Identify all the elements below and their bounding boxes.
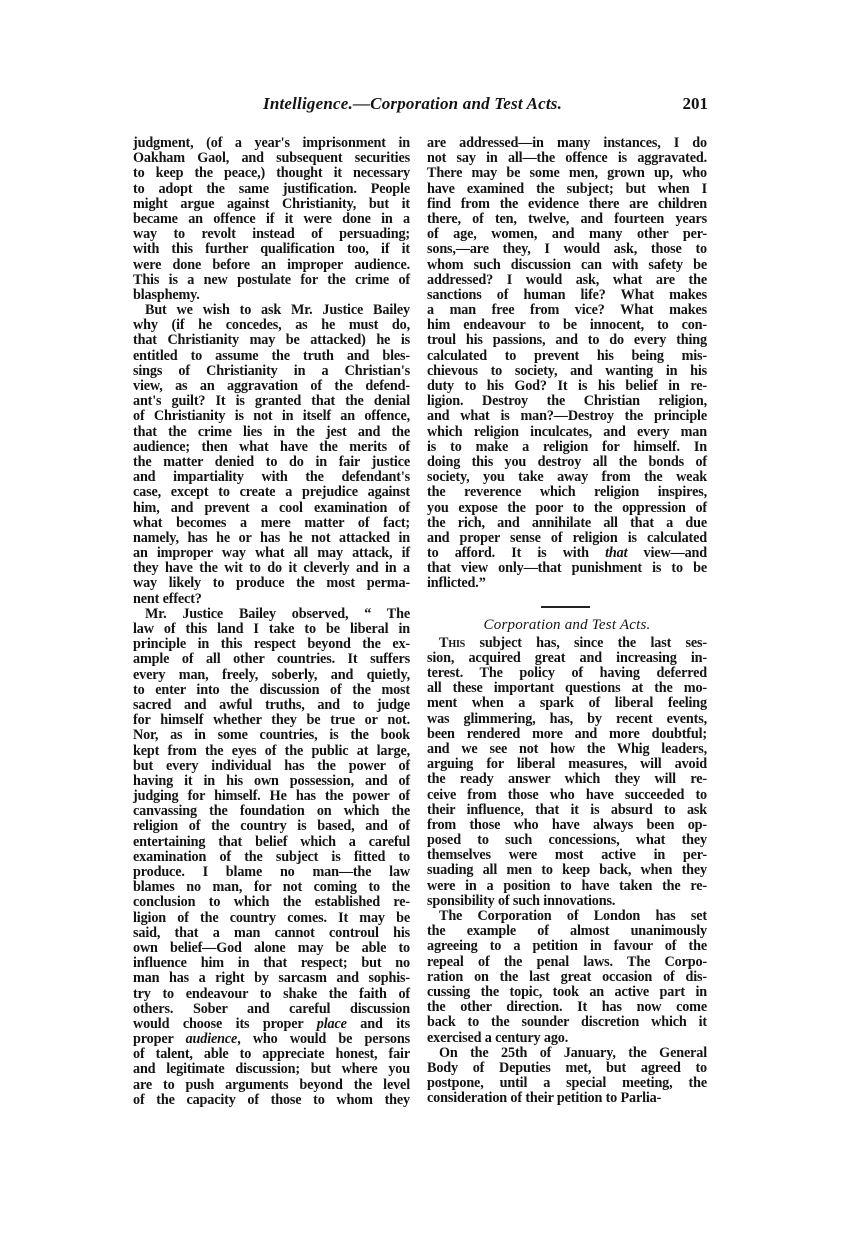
text-line: the matter denied to do in fair justice xyxy=(133,453,410,470)
text-line: that Christianity may be attacked) he is xyxy=(133,332,410,349)
right-column xyxy=(427,136,707,1106)
text-line: the reverence which religion inspires, xyxy=(427,484,707,501)
text-line: back to the sounder discretion which it xyxy=(427,1014,707,1031)
text-line: canvassing the foundation on which the xyxy=(133,803,410,820)
text-line: but every individual has the power of xyxy=(133,757,410,774)
text-line: way likely to produce the most perma- xyxy=(133,575,410,592)
text-line: you expose the poor to the oppression of xyxy=(427,499,707,516)
text-line: and what is man?—Destroy the principle xyxy=(427,408,707,425)
text-line: This is a new postulate for the crime of xyxy=(133,271,410,288)
text-line: duty to his God? It is his belief in re- xyxy=(427,378,707,394)
text-line: audience; then what have the merits of xyxy=(133,438,410,455)
text-line: Body of Deputies met, but agreed to xyxy=(427,1059,707,1076)
text-line: inflicted.” xyxy=(427,575,486,592)
divider-rule xyxy=(541,606,590,608)
text-line: are to push arguments beyond the level xyxy=(133,1076,410,1093)
text-line: nent effect? xyxy=(133,590,202,607)
text-line: exercised a century ago. xyxy=(427,1029,569,1046)
text-line: sanctions of human life? What makes xyxy=(427,286,707,303)
text-line: why (if he concedes, as he must do, xyxy=(133,317,410,334)
text-line: were in a position to have taken the re- xyxy=(427,877,707,894)
emphasis: place xyxy=(316,1015,347,1032)
text-line: their influence, that it is absurd to ask xyxy=(427,801,707,818)
text-line: judgment, (of a year's imprisonment in xyxy=(133,135,410,151)
emphasis: that xyxy=(605,545,628,562)
running-head xyxy=(133,94,708,116)
text-line: which religion inculcates, and every man xyxy=(427,423,707,440)
text-line: ligion of the country comes. It may be xyxy=(133,909,410,926)
text-line: Nor, as in some countries, is the book xyxy=(133,727,410,744)
section-divider xyxy=(427,592,707,614)
text-line: arguing for liberal measures, will avoid xyxy=(427,756,707,773)
text-line: every man, freely, soberly, and quietly, xyxy=(133,666,410,683)
text-line: cussing the topic, took an active part in xyxy=(427,983,707,1000)
text-line: of age, women, and many other per- xyxy=(427,226,707,243)
text-line: the rich, and annihilate all that a due xyxy=(427,514,707,531)
page-number: 201 xyxy=(682,94,708,113)
running-title: Intelligence.—Corporation and Test Acts. xyxy=(263,94,563,113)
text-line: own belief—God alone may be able to xyxy=(133,939,410,956)
text-line: try to endeavour to shake the faith of xyxy=(133,985,410,1002)
text-line: to keep the peace,) thought it necessary xyxy=(133,165,410,182)
text-line: ment when a spark of liberal feeling xyxy=(427,695,707,712)
text-line: namely, has he or has he not attacked in xyxy=(133,529,410,546)
text-line: consideration of their petition to Parlia- xyxy=(427,1090,662,1107)
text-line: him, and prevent a cool examination of xyxy=(133,499,410,516)
text-line: having it in his own possession, and of xyxy=(133,772,410,789)
text-line: was glimmering, has, by recent events, xyxy=(427,710,707,727)
text-line: of Christianity is not in itself an offence, xyxy=(133,408,410,425)
text-line: to enter into the discussion of the most xyxy=(133,681,410,698)
text-line: agreeing to a petition in favour of the xyxy=(427,938,707,955)
text-line: blasphemy. xyxy=(133,286,200,303)
text-line: ceive from those who have succeeded to xyxy=(427,786,707,803)
text-line: from those who have always been op- xyxy=(427,816,707,833)
text-line: others. Sober and careful discussion xyxy=(133,1000,410,1017)
text-line: have examined the subject; but when I xyxy=(427,180,707,197)
text-line: Oakham Gaol, and subsequent securities xyxy=(133,150,410,167)
text-line: ant's guilt? It is granted that the denial xyxy=(133,393,410,410)
text-line: to adopt the same justification. People xyxy=(133,180,410,197)
text-line: the ready answer which they will re- xyxy=(427,771,707,788)
text-line: religion of the country is based, and of xyxy=(133,818,410,835)
text-line: sion, acquired great and increasing in- xyxy=(427,649,707,666)
text-line: posed to such concessions, what they xyxy=(427,832,707,849)
text-line: and legitimate discussion; but where you xyxy=(133,1061,410,1078)
text-line: been rendered more and more doubtful; xyxy=(427,725,707,742)
text-line: sons,—are they, I would ask, those to xyxy=(427,241,707,258)
text-line: were done before an improper audience. xyxy=(133,256,410,273)
text-line: troul his passions, and to do every thing xyxy=(427,332,707,349)
text-line: and impartiality with the defendant's xyxy=(133,469,410,486)
text-line: chievous to society, and wanting in his xyxy=(427,362,707,379)
text-line: doing this you destroy all the bonds of xyxy=(427,453,707,470)
text-line: ration on the last great occasion of dis- xyxy=(427,968,707,985)
text-line: find from the evidence there are children xyxy=(427,195,707,212)
text-line: There may be some men, grown up, who xyxy=(427,165,707,182)
text-line: addressed? I would ask, what are the xyxy=(427,271,707,288)
text-line: for himself whether they be true or not. xyxy=(133,712,410,729)
text-line: there, of ten, twelve, and fourteen years xyxy=(427,210,707,227)
text-line: they have the wit to do it cleverly and in a xyxy=(133,560,410,577)
text-line: postpone, until a special meeting, the xyxy=(427,1075,707,1092)
section-body xyxy=(427,636,707,1107)
text-line: whom such discussion can with safety be xyxy=(427,256,707,273)
text-line: a man free from vice? What makes xyxy=(427,302,707,319)
quotation-block xyxy=(427,136,707,592)
text-line: law of this land I take to be liberal in xyxy=(133,621,410,637)
text-line: suading all men to keep back, when they xyxy=(427,862,707,879)
text-line: and proper sense of religion is calculated xyxy=(427,529,707,546)
text-line: that view only—that punishment is to be xyxy=(427,560,707,577)
text-line: the example of almost unanimously xyxy=(427,923,707,940)
text-line: with this further qualification too, if it xyxy=(133,241,410,258)
text-line: that the crime lies in the jest and the xyxy=(133,423,410,440)
text-line: ligion. Destroy the Christian religion, xyxy=(427,393,707,410)
text-line: an improper way what all may attack, if xyxy=(133,545,410,562)
text-line: way to revolt instead of persuading; xyxy=(133,226,410,243)
text-line: what becomes a mere matter of fact; xyxy=(133,514,410,531)
text-line: principle in this respect beyond the ex- xyxy=(133,636,410,653)
text-line: said, that a man cannot controul his xyxy=(133,924,410,941)
text-line: to afford. It is with that view—and xyxy=(427,545,708,562)
text-line: of talent, able to appreciate honest, fair xyxy=(133,1046,410,1063)
text-line: society, you take away from the weak xyxy=(427,469,707,486)
text-line: calculated to prevent his being mis- xyxy=(427,347,707,364)
text-line: Mr. Justice Bailey observed, “ The xyxy=(145,605,410,622)
text-line: But we wish to ask Mr. Justice Bailey xyxy=(145,302,410,319)
text-line: not say in all—the offence is aggravated. xyxy=(427,150,707,167)
text-line: all these important questions at the mo- xyxy=(427,680,707,697)
text-line: entitled to assume the truth and bles- xyxy=(133,347,410,364)
left-column xyxy=(133,136,410,1108)
text-line: influence him in that respect; but no xyxy=(133,955,410,972)
text-line: conclusion to which the established re- xyxy=(133,894,410,911)
text-line: man has a right by sarcasm and sophis- xyxy=(133,970,410,987)
text-line: the other direction. It has now come xyxy=(427,999,707,1016)
text-line: is to make a religion for himself. In xyxy=(427,438,707,455)
text-line: produce. I blame no man—the law xyxy=(133,864,410,880)
text-line: entertaining that belief which a careful xyxy=(133,833,410,850)
text-line: sings of Christianity in a Christian's xyxy=(133,362,410,379)
text-line: On the 25th of January, the General xyxy=(439,1044,707,1061)
text-line: sacred and awful truths, and to judge xyxy=(133,696,410,713)
text-line: terest. The policy of having deferred xyxy=(427,665,707,681)
text-line: view, as an aggravation of the defend- xyxy=(133,378,410,394)
text-line: repeal of the penal laws. The Corpo- xyxy=(427,953,707,970)
section-heading: Corporation and Test Acts. xyxy=(483,616,651,633)
text-line: This subject has, since the last ses- xyxy=(439,634,707,651)
text-line: him endeavour to be innocent, to con- xyxy=(427,317,707,334)
text-line: judging for himself. He has the power of xyxy=(133,788,410,805)
emphasis: audience xyxy=(185,1031,238,1048)
text-line: themselves were most active in per- xyxy=(427,847,707,864)
text-line: blames no man, for not coming to the xyxy=(133,879,410,896)
text-line: The Corporation of London has set xyxy=(439,908,707,924)
text-line: examination of the subject is fitted to xyxy=(133,848,410,865)
text-line: sponsibility of such innovations. xyxy=(427,892,616,909)
text-line: might argue against Christianity, but it xyxy=(133,195,410,212)
text-line: of the capacity of those to whom they xyxy=(133,1091,410,1108)
text-line: case, except to create a prejudice against xyxy=(133,484,410,501)
text-line: proper audience, who would be persons xyxy=(133,1031,410,1048)
text-line: are addressed—in many instances, I do xyxy=(427,135,707,151)
text-line: would choose its proper place and its xyxy=(133,1015,410,1032)
small-caps-lead: This xyxy=(439,634,466,651)
text-line: ample of all other countries. It suffers xyxy=(133,651,410,668)
text-line: kept from the eyes of the public at large, xyxy=(133,742,410,759)
text-line: and we see not how the Whig leaders, xyxy=(427,740,707,757)
text-line: became an offence if it were done in a xyxy=(133,210,410,227)
